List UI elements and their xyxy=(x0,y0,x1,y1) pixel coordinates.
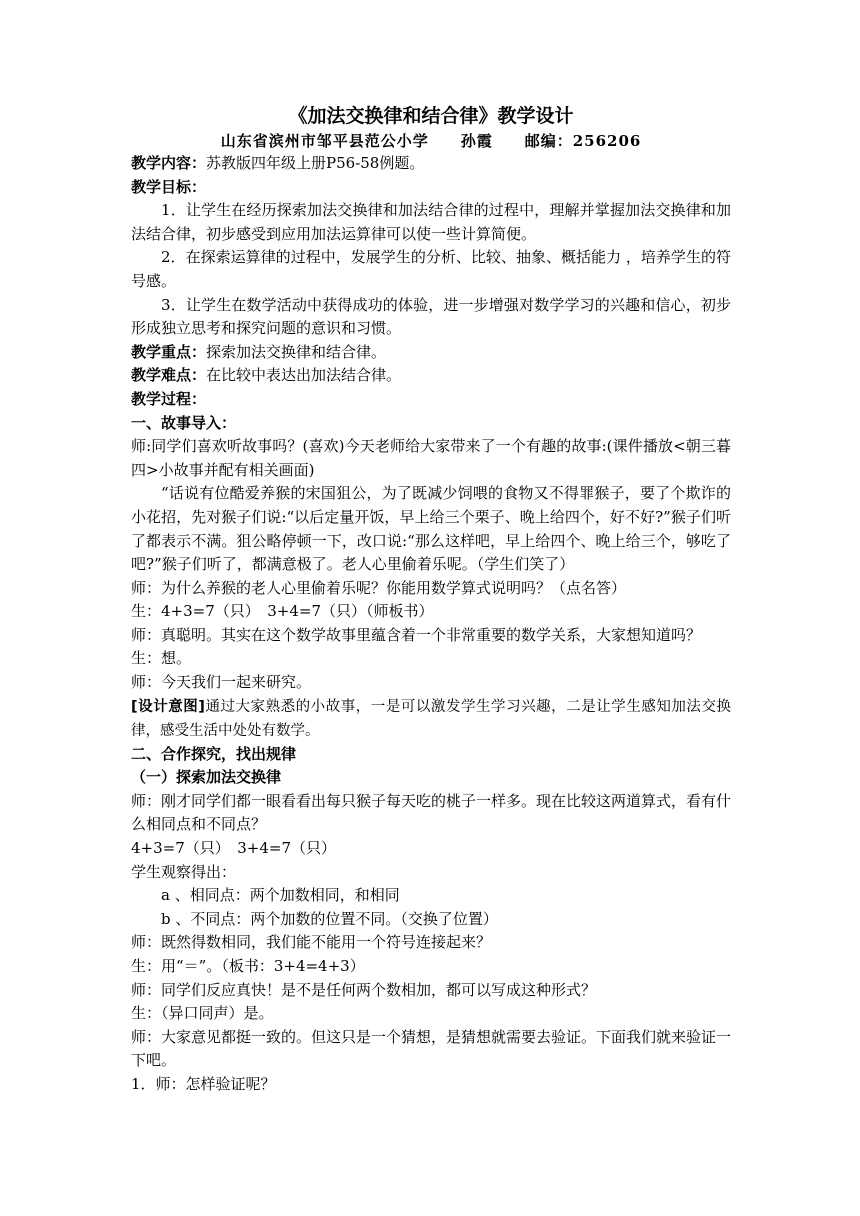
dialogue-line: 师:同学们喜欢听故事吗？(喜欢)今天老师给大家带来了一个有趣的故事:(课件播放<朝三暮四>小故事并配有相关画面) xyxy=(131,437,731,479)
observation-item: a 、相同点：两个加数相同，和相同 xyxy=(161,886,400,905)
dialogue-line: 生：（异口同声）是。 xyxy=(131,1004,274,1023)
section-2-heading: 二、合作探究，找出规律 xyxy=(131,744,297,763)
observation-item: b 、不同点：两个加数的位置不同。（交换了位置） xyxy=(161,909,498,928)
dialogue-line: 师：今天我们一起来研究。 xyxy=(131,673,312,692)
dialogue-line: 师：为什么养猴的老人心里偷着乐呢？你能用数学算式说明吗？（点名答） xyxy=(131,578,627,597)
design-intent xyxy=(131,695,731,743)
dialogue-line: 生：4+3=7（只） 3+4=7（只）（师板书） xyxy=(131,602,434,621)
dialogue-line: 师：同学们反应真快！是不是任何两个数相加，都可以写成这种形式？ xyxy=(131,980,597,999)
content-text: 苏教版四年级上册P56-58例题。 xyxy=(206,154,425,172)
key-line xyxy=(131,341,731,365)
goal-1: 1．让学生在经历探索加法交换律和加法结合律的过程中，理解并掌握加法交换律和加法结合律，初步感受到应用加法运算律可以使一些计算简便。 xyxy=(131,201,731,243)
dialogue-line: 师：大家意见都挺一致的。但这只是一个猜想，是猜想就需要去验证。下面我们就来验证一下吧。 xyxy=(131,1027,732,1070)
content-label: 教学内容： xyxy=(131,154,207,172)
design-intent-text: 通过大家熟悉的小故事，一是可以激发学生学习兴趣，二是让学生感知加法交换律，感受生活中处处有数学。 xyxy=(131,698,731,739)
dialogue-line: 1．师：怎样验证呢？ xyxy=(131,1074,276,1093)
dialogue-line: 生：想。 xyxy=(131,649,192,668)
subsection-heading: （一）探索加法交换律 xyxy=(131,768,282,787)
goals-heading: 教学目标： xyxy=(131,177,207,196)
goal-3: 3．让学生在数学活动中获得成功的体验，进一步增强对数学学习的兴趣和信心，初步形成独立思考和探究问题的意识和习惯。 xyxy=(131,295,731,338)
document-page xyxy=(131,102,731,1097)
key-text: 探索加法交换律和结合律。 xyxy=(206,342,387,361)
content-line xyxy=(131,152,731,176)
difficulty-text: 在比较中表达出加法结合律。 xyxy=(206,366,402,385)
equation-line: 4+3=7（只） 3+4=7（只） xyxy=(131,839,337,858)
process-heading: 教学过程： xyxy=(131,389,207,408)
difficulty-label: 教学难点： xyxy=(131,366,207,385)
section-1-heading: 一、故事导入： xyxy=(131,413,237,432)
dialogue-line: 师：真聪明。其实在这个数学故事里蕴含着一个非常重要的数学关系，大家想知道吗？ xyxy=(131,625,702,644)
design-intent-label: [设计意图] xyxy=(131,698,205,715)
dialogue-line: 生：用“＝”。（板书：3+4=4+3） xyxy=(131,957,365,975)
dialogue-line: 师：既然得数相同，我们能不能用一个符号连接起来？ xyxy=(131,933,492,952)
story-paragraph: “话说有位酷爱养猴的宋国狙公，为了既减少饲喂的食物又不得罪猴子，要了个欺诈的小花招，先对猴子们说:“以后定量开饭，早上给三个栗子、晚上给四个，好不好?”猴子们听了都表示不满。狙公略停顿一下，改口说:“那么这样吧，早上给四个、晚上给三个，够吃了吧?”猴子们听了，都满意极了。老人心里偷着乐呢。（学生们笑了） xyxy=(131,484,731,574)
dialogue-line: 师：刚才同学们都一眼看看出每只猴子每天吃的桃子一样多。现在比较这两道算式，看有什么相同点和不同点？ xyxy=(131,791,732,834)
goal-2: 2．在探索运算律的过程中，发展学生的分析、比较、抽象、概括能力 ，培养学生的符号感。 xyxy=(131,248,731,290)
dialogue-line: 学生观察得出： xyxy=(131,862,237,881)
difficulty-line xyxy=(131,364,731,388)
key-label: 教学重点： xyxy=(131,342,207,361)
author-line: 山东省滨州市邹平县范公小学 孙霞 邮编：256206 xyxy=(220,132,642,150)
document-title: 《加法交换律和结合律》教学设计 xyxy=(288,105,574,127)
